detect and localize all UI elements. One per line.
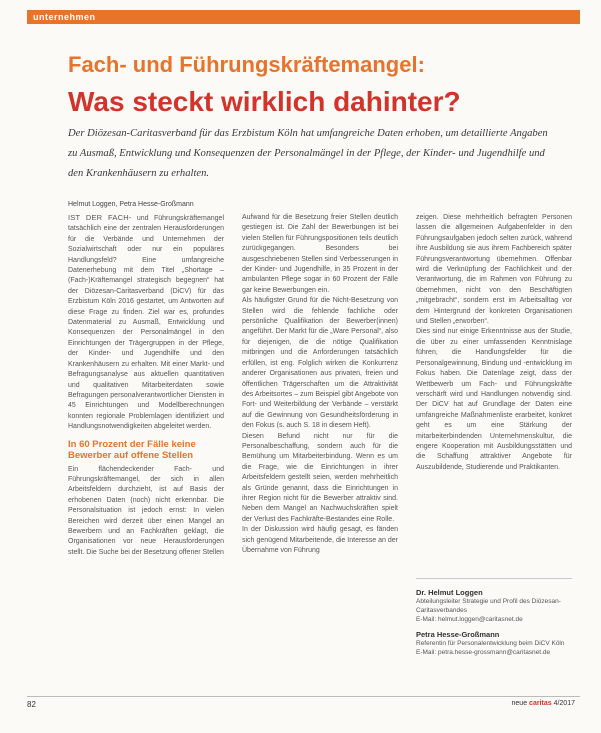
magazine-prefix: neue — [511, 700, 528, 707]
paragraph: Dies sind nur einige Erkenntnisse aus der Studie, die über zu einer umfassenden Kenntnislage führen, die Handlungsfelder für die Personalgewinnung, Bindung und -entwicklung im Fokus haben. Die Datenlage zeigt, dass der Wettbewerb um Fach- und Führungskräfte verschärft wird und Handlungen notwendig sind. Der DiCV hat auf Grundlage der Daten eine umfangreiche Maßnahmenliste erarbeitet, konkret geht es um eine Stärkung der mitarbeiterbindenden Unternehmenskultur, die engere Kooperation mit Ausbildungsstätten und die Schaffung attraktiver Angebote für Auszubildende, Studierende und Praktikanten. — [416, 328, 572, 471]
footer-rule — [27, 696, 580, 697]
paragraph: Aufwand für die Besetzung freier Stellen deutlich gestiegen ist. Die Zahl der Bewerbungen ist bei vielen Stellen für Führungspositionen teils deutlich zurückgegangen. Besonders bei ausgeschriebenen Stellen sind Verbesserungen in der Kinder- und Jugendhilfe, in 35 Prozent in der ambulanten Pflege sogar in 60 Prozent der Fälle gar keine Bewerbungen ein. — [242, 214, 398, 294]
page-number: 82 — [27, 700, 36, 709]
article-column-1 — [68, 213, 224, 683]
author-email: E-Mail: petra.hesse-grossmann@caritasnet.de — [416, 649, 551, 656]
paragraph — [68, 213, 224, 433]
author-divider — [416, 578, 572, 579]
author-name: Petra Hesse-Großmann — [416, 630, 500, 639]
lead-paragraph: Der Diözesan-Caritasverband für das Erzbistum Köln hat umfangreiche Daten erhoben, um detaillierte Angaben zu Ausmaß, Entwicklung und Konsequenzen der Personalmängel in der Pflege, der Kinder- und Jugendhilfe und den Krankenhäusern zu erhalten. — [68, 128, 548, 179]
issue-number: 4/2017 — [553, 700, 575, 707]
paragraph-text: und Führungskräftemangel tatsächlich eine der zentralen Herausforderungen für die Verbände und Unternehmen der Sozialwirtschaft oder nur ein populäres Handlungsfeld? Eine umfangreiche Datenerhebung mit dem Titel „Shortage – (Fach-)Kräftemangel strategisch begegnen“ hat der Diözesan-Caritasverband (DiCV) für das Erzbistum Köln 2016 gestartet, um Antworten auf diese Frage zu finden. Ziel war es, profundes Datenmaterial zu Ausmaß, Entwicklung und Konsequenzen der Personalmängel in den Einrichtungen der Trägergruppen in der Pflege, der Kinder- und Jugendhilfe und den Krankenhäusern zu erhalten. Mit einer Markt- und Befragungsanalyse aus aktuellen quantitativen und qualitativen Mitarbeiterdaten sowie Befragungen personalverantwortlicher Diensten in 45 Einrichtungen und Modellberechnungen konnten regionale Problemlagen identifiziert und Handlungsnotwendigkeiten abgeleitet werden. — [68, 215, 224, 431]
drop-caps: IST DER FACH- — [68, 213, 132, 222]
headline-line2: Was steckt wirklich dahinter? — [68, 86, 461, 117]
magazine-name: caritas — [529, 700, 552, 707]
paragraph: Ein flächendeckender Fach- und Führungskräftemangel, der sich in allen Arbeitsfeldern durchzieht, ist auf Basis der erhobenen Daten (noch) nicht erkennbar. Die Personalsituation ist jedoch ernst: In vielen Bereichen wird derzeit über einen Mangel an Bewerbern und an Fachkräften geklagt, die Organisationen vor neue Herausforderungen stellt. Die Suche bei der Besetzung offener Stellen — [68, 465, 224, 556]
magazine-footer — [512, 700, 575, 707]
paragraph: zeigen. Diese mehrheitlich befragten Personen lassen die allgemeinen Aufgabenfelder in den Führungsaufgaben jedoch selten zurück, während ihre Ausbildung sie aus ihrem Fachbereich später Führungsverantwortung übernehmen. Offenbar wird die Verknüpfung der Fachlichkeit und der Verantwortung, die im Rahmen von Führung zu übernehmen, nicht von den Beschäftigten „mitgebracht“, sondern erst im Arbeitsalltag vor dem Hintergrund der konkreten Organisationen und Stellen „erworben“. — [416, 214, 572, 326]
subheading: In 60 Prozent der Fälle keine Bewerber auf offene Stellen — [68, 438, 196, 461]
article-column-3 — [416, 213, 572, 533]
byline: Helmut Loggen, Petra Hesse-Großmann — [68, 201, 194, 208]
author-email: E-Mail: helmut.loggen@caritasnet.de — [416, 616, 523, 623]
headline-line1: Fach- und Führungskräftemangel: — [68, 52, 425, 77]
author-role: Referentin für Personalentwicklung beim DiCV Köln — [416, 640, 565, 647]
author-role: Abteilungsleiter Strategie und Profil des Diözesan-Caritasverbandes — [416, 598, 561, 614]
paragraph: Als häufigster Grund für die Nicht-Besetzung von Stellen wird die fehlende fachliche oder persönliche Qualifikation der Bewerber(innen) angeführt. Der Markt für die „Ware Personal“, also für diejenigen, die die nötige Qualifikation mitbringen und die Anforderungen tatsächlich erfüllen, ist eng. Folglich wirken die Konkurrenz anderer Organisationen aus privaten, freien und öffentlichen Trägerschaften um die Attraktivität des Arbeitsortes – zum Beispiel gibt Angebote von Fort- und Weiterbildung der Verbände – verstärkt auf die Gewinnung von Gesundheitsförderung in den Fokus (s. auch S. 18 in diesem Heft). — [242, 297, 398, 430]
author-name: Dr. Helmut Loggen — [416, 588, 483, 597]
section-label: unternehmen — [33, 12, 96, 22]
author-box — [416, 588, 576, 657]
paragraph: Diesen Befund nicht nur für die Personalbeschaffung, sondern auch für die Bemühung um Mitarbeiterbindung. Wenn es um die Frage, wie die Einrichtungen in ihrer Arbeitsfeldern gestellt seien, werden mehrheitlich als Gründe genannt, dass die Einrichtungen in ihrer Region nicht für die Bewerber attraktiv sind. Neben dem Mangel an Nachwuchskräften spielt der Verlust des Fachkräfte-Bestandes eine Rolle. — [242, 432, 398, 523]
paragraph: In der Diskussion wird häufig gesagt, es fänden sich genügend Mitarbeitende, die Interesse an der Übernahme von Führung — [242, 526, 398, 554]
article-column-2 — [242, 213, 398, 683]
section-header-bar — [27, 10, 580, 24]
